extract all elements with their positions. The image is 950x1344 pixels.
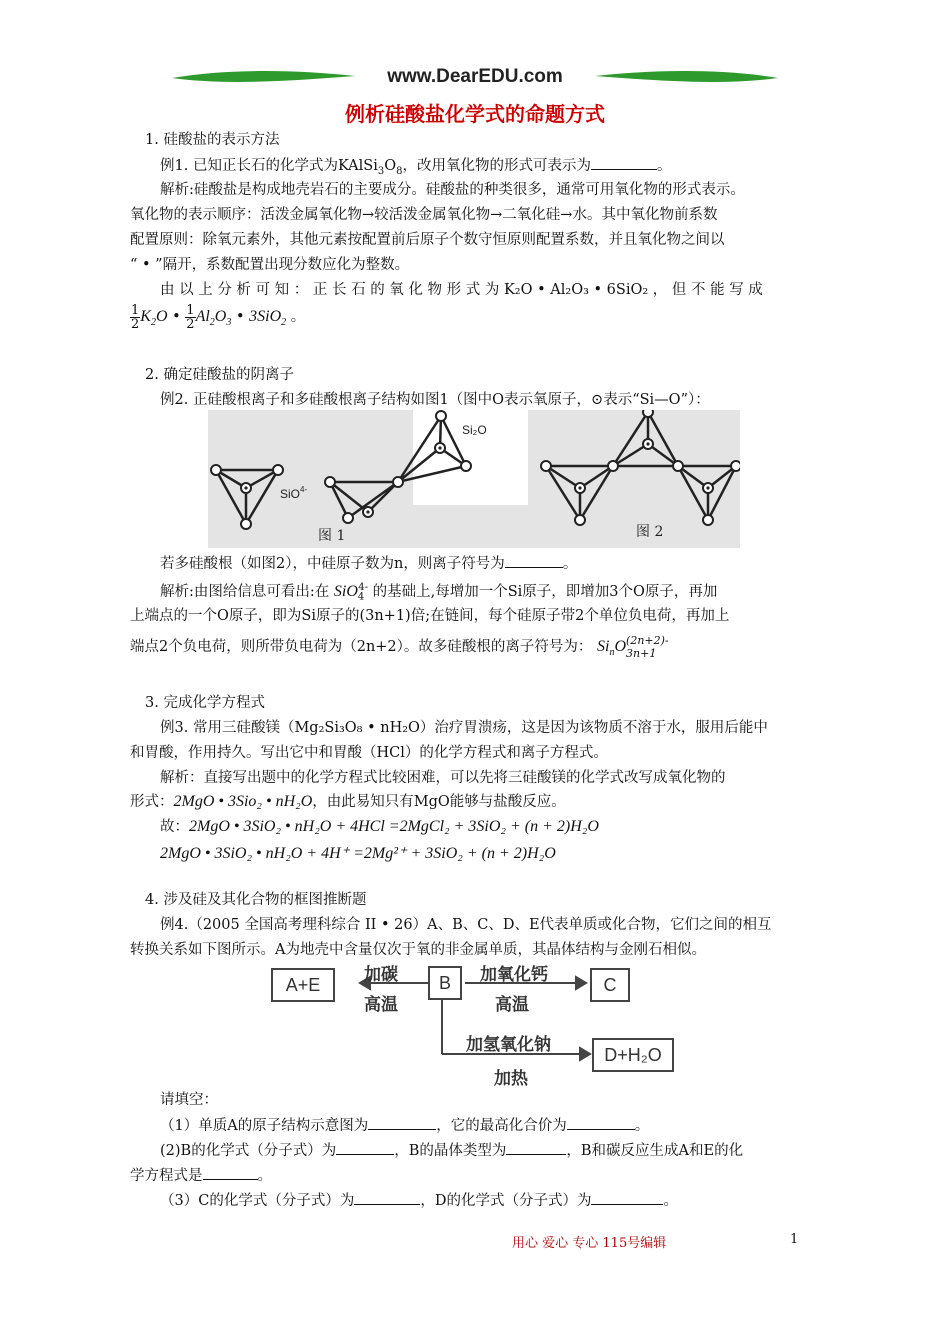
section-4-heading: 4. 涉及硅及其化合物的框图推断题 xyxy=(145,892,367,908)
label-high-temp-2: 高温 xyxy=(495,995,529,1015)
section-2-heading: 2. 确定硅酸盐的阴离子 xyxy=(145,367,294,383)
equation-2: 2MgO • 3SiO₂ • nH₂O + 4H⁺ =2Mg²⁺ + 3SiO₂ + (n + 2)H₂O xyxy=(160,845,556,862)
answer-blank xyxy=(567,1115,635,1130)
label-add-carbon: 加碳 xyxy=(364,965,398,985)
example-4-line-2: 转换关系如下图所示。A为地壳中含量仅次于氧的非金属单质，其晶体结构与金刚石相似。 xyxy=(130,942,706,958)
analysis-1-line-3: 配置原则：除氧元素外，其他元素按配置前后原子个数守恒原则配置系数，并且氧化物之间以 xyxy=(130,232,725,248)
label-add-naoh: 加氢氧化钠 xyxy=(466,1035,551,1055)
analysis-2-line-2: 上端点的一个O原子，即为Si原子的(3n+1)倍;在链间，每个硅原子带2个单位负电荷，再加上 xyxy=(130,608,730,624)
example-4-line-1: 例4.（2005 全国高考理科综合 II • 26）A、B、C、D、E代表单质或化合物，它们之间的相互 xyxy=(160,917,772,933)
page-number: 1 xyxy=(790,1232,799,1247)
analysis-3-line-1: 解析：直接写出题中的化学方程式比较困难，可以先将三硅酸镁的化学式改写成氧化物的 xyxy=(160,770,726,786)
answer-blank xyxy=(591,1190,663,1205)
question-4-3: （3）C的化学式（分子式）为 ，D的化学式（分子式）为 。 xyxy=(160,1190,678,1211)
box-d-plus-h2o: D+H₂O xyxy=(592,1038,674,1072)
svg-text:图 2: 图 2 xyxy=(636,524,664,540)
svg-text:图 1: 图 1 xyxy=(318,528,346,544)
answer-blank xyxy=(354,1190,420,1205)
answer-blank xyxy=(506,1140,566,1155)
footer-text: 用心 爱心 专心 115号编辑 xyxy=(512,1236,667,1251)
question-4-1: （1）单质A的原子结构示意图为 ，它的最高化合价为 。 xyxy=(160,1115,649,1136)
box-c: C xyxy=(590,968,630,1002)
svg-text:SiO4-: SiO$^{4-}$ xyxy=(280,485,308,501)
example-1: 例1. 已知正长石的化学式为$KAlSi_3O_8$，改用氧化物的形式可表示为 。 xyxy=(160,155,672,182)
question-4-2: (2)B的化学式（分子式）为 ，B的晶体类型为 ，B和碳反应生成A和E的化 xyxy=(160,1140,743,1161)
analysis-2-line-1: 解析:由图给信息可看出:在 SiO$_4^{4-}$ 的基础上,每增加一个Si原子，即增加3个O原子，再加 xyxy=(160,582,718,603)
site-url: www.DearEDU.com xyxy=(387,66,563,87)
svg-text:Si₂O: Si₂O xyxy=(462,423,487,437)
example-3-line-1: 例3. 常用三硅酸镁（Mg₂Si₃O₈ • nH₂O）治疗胃溃疡，这是因为该物质不溶于水，服用后能中 xyxy=(160,720,768,736)
example-3-line-2: 和胃酸，作用持久。写出它中和胃酸（HCl）的化学方程式和离子方程式。 xyxy=(130,745,608,761)
equation-1: 故：2MgO • 3SiO₂ • nH₂O + 4HCl =2MgCl₂ + 3SiO₂ + (n + 2)H₂O xyxy=(160,818,599,835)
analysis-1-line-5: 由 以 上 分 析 可 知 ： 正 长 石 的 氧 化 物 形 式 为 K₂O • Al₂O₃ • 6SiO₂ ， 但 不 能 写 成 xyxy=(160,282,763,298)
box-b: B xyxy=(428,966,462,1000)
answer-blank xyxy=(203,1165,258,1180)
label-add-cao: 加氧化钙 xyxy=(480,965,548,985)
fill-in-prompt: 请填空： xyxy=(160,1092,218,1108)
answer-blank xyxy=(336,1140,394,1155)
fraction-formula: $\frac{1}{2}K_2O$ • $\frac{1}{2}Al_2O_3$ • 3SiO$_2$ 。 xyxy=(131,302,306,332)
analysis-1-line-4: “ • ”隔开，系数配置出现分数应化为整数。 xyxy=(130,257,410,273)
label-high-temp-1: 高温 xyxy=(364,995,398,1015)
answer-blank xyxy=(505,553,563,568)
question-4-2-cont: 学方程式是 。 xyxy=(130,1165,272,1186)
answer-blank xyxy=(591,155,657,170)
section-1-heading: 1. 硅酸盐的表示方法 xyxy=(145,132,280,148)
example-2: 例2. 正硅酸根离子和多硅酸根离子结构如图1（图中O表示氧原子，⊙表示“Si—O”）： xyxy=(160,392,710,408)
analysis-2-line-3: 端点2个负电荷，则所带负电荷为（2n+2）。故多硅酸根的离子符号为： $Si_nO$ (2n+2)- 3n+1 xyxy=(130,634,669,660)
analysis-1-line-1: 解析:硅酸盐是构成地壳岩石的主要成分。硅酸盐的种类很多，通常可用氧化物的形式表示。 xyxy=(160,182,745,198)
question-2: 若多硅酸根（如图2），中硅原子数为n，则离子符号为 。 xyxy=(160,553,577,574)
answer-blank xyxy=(368,1115,436,1130)
analysis-1-line-2: 氧化物的表示顺序：活泼金属氧化物→较活泼金属氧化物→二氧化硅→水。其中氧化物前系数 xyxy=(130,207,718,223)
section-3-heading: 3. 完成化学方程式 xyxy=(145,695,265,711)
analysis-3-line-2: 形式：2MgO • 3Sio₂ • nH₂O，由此易知只有MgO能够与盐酸反应。 xyxy=(130,793,566,810)
label-heat: 加热 xyxy=(494,1069,528,1089)
page-title: 例析硅酸盐化学式的命题方式 xyxy=(345,102,605,126)
silicate-structure-figure xyxy=(208,410,740,548)
box-a-plus-e: A+E xyxy=(271,968,335,1002)
